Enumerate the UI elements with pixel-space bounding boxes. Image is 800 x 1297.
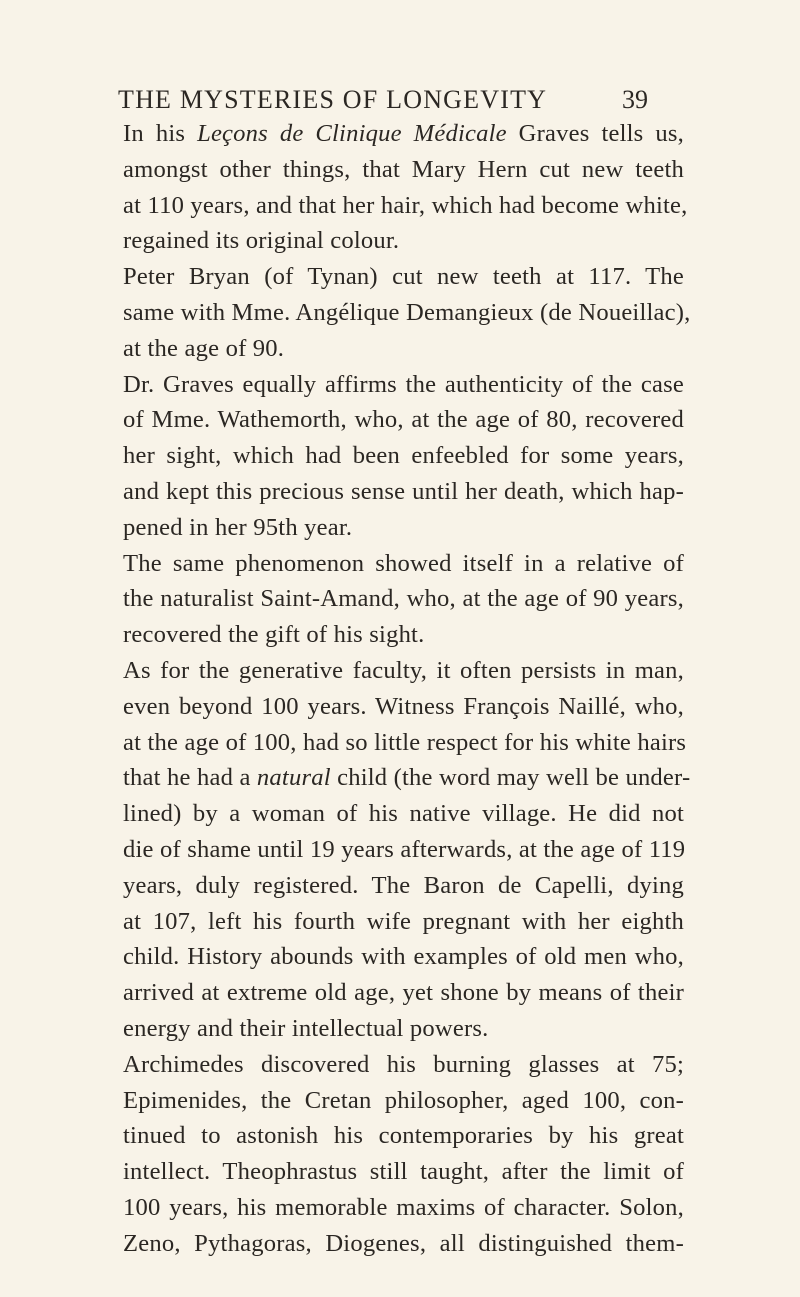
- text-line: amongst other things, that Mary Hern cut new teeth: [123, 155, 684, 183]
- text-line: intellect. Theophrastus still taught, after the limit of: [123, 1158, 684, 1186]
- text-line: years, duly registered. The Baron de Capelli, dying: [123, 871, 684, 899]
- text-line: at the age of 100, had so little respect for his white hairs: [123, 728, 687, 756]
- text-line: energy and their intellectual powers.: [123, 1014, 489, 1042]
- text-line: Peter Bryan (of Tynan) cut new teeth at 117. The: [123, 263, 684, 291]
- text-line: In his Leçons de Clinique Médicale Graves tells us,: [123, 120, 684, 147]
- text-line: As for the generative faculty, it often persists in man,: [123, 656, 684, 684]
- text-line: at 107, left his fourth wife pregnant with her eighth: [123, 907, 684, 935]
- text-line: at the age of 90.: [123, 334, 285, 362]
- text-line: die of shame until 19 years afterwards, at the age of 119: [123, 835, 686, 863]
- text-line: Zeno, Pythagoras, Diogenes, all distinguished them-: [123, 1229, 684, 1257]
- text-line: lined) by a woman of his native village. He did not: [123, 800, 684, 828]
- text-line: and kept this precious sense until her death, which hap-: [123, 477, 684, 505]
- text-line: regained its original colour.: [123, 227, 400, 255]
- page-number: 39: [622, 85, 648, 114]
- body-text: [123, 116, 691, 1262]
- text-line: The same phenomenon showed itself in a relative of: [123, 549, 684, 577]
- text-line: Archimedes discovered his burning glasses at 75;: [123, 1050, 684, 1078]
- text-line: same with Mme. Angélique Demangieux (de Noueillac),: [123, 298, 691, 326]
- running-title: THE MYSTERIES OF LONGEVITY: [118, 85, 548, 114]
- text-line: of Mme. Wathemorth, who, at the age of 80, recovered: [123, 406, 684, 434]
- text-line: that he had a natural child (the word may well be under-: [123, 764, 691, 792]
- text-line: 100 years, his memorable maxims of character. Solon,: [123, 1193, 684, 1221]
- italic-book-title: Leçons de Clinique Médicale: [197, 120, 507, 147]
- text-line: even beyond 100 years. Witness François Naillé, who,: [123, 692, 684, 720]
- text-line: child. History abounds with examples of old men who,: [123, 943, 684, 971]
- text-line: the naturalist Saint-Amand, who, at the age of 90 years,: [123, 585, 684, 613]
- text-line: pened in her 95th year.: [123, 513, 353, 541]
- text-line: recovered the gift of his sight.: [123, 621, 425, 649]
- italic-emphasis: natural: [256, 764, 331, 792]
- text-line: her sight, which had been enfeebled for some years,: [123, 442, 684, 470]
- text-line: Dr. Graves equally affirms the authenticity of the case: [123, 370, 684, 398]
- text-line: arrived at extreme old age, yet shone by means of their: [123, 979, 684, 1007]
- text-line: Epimenides, the Cretan philosopher, aged 100, con-: [123, 1086, 684, 1114]
- text-line: at 110 years, and that her hair, which had become white,: [123, 191, 688, 219]
- text-line: tinued to astonish his contemporaries by his great: [123, 1122, 684, 1150]
